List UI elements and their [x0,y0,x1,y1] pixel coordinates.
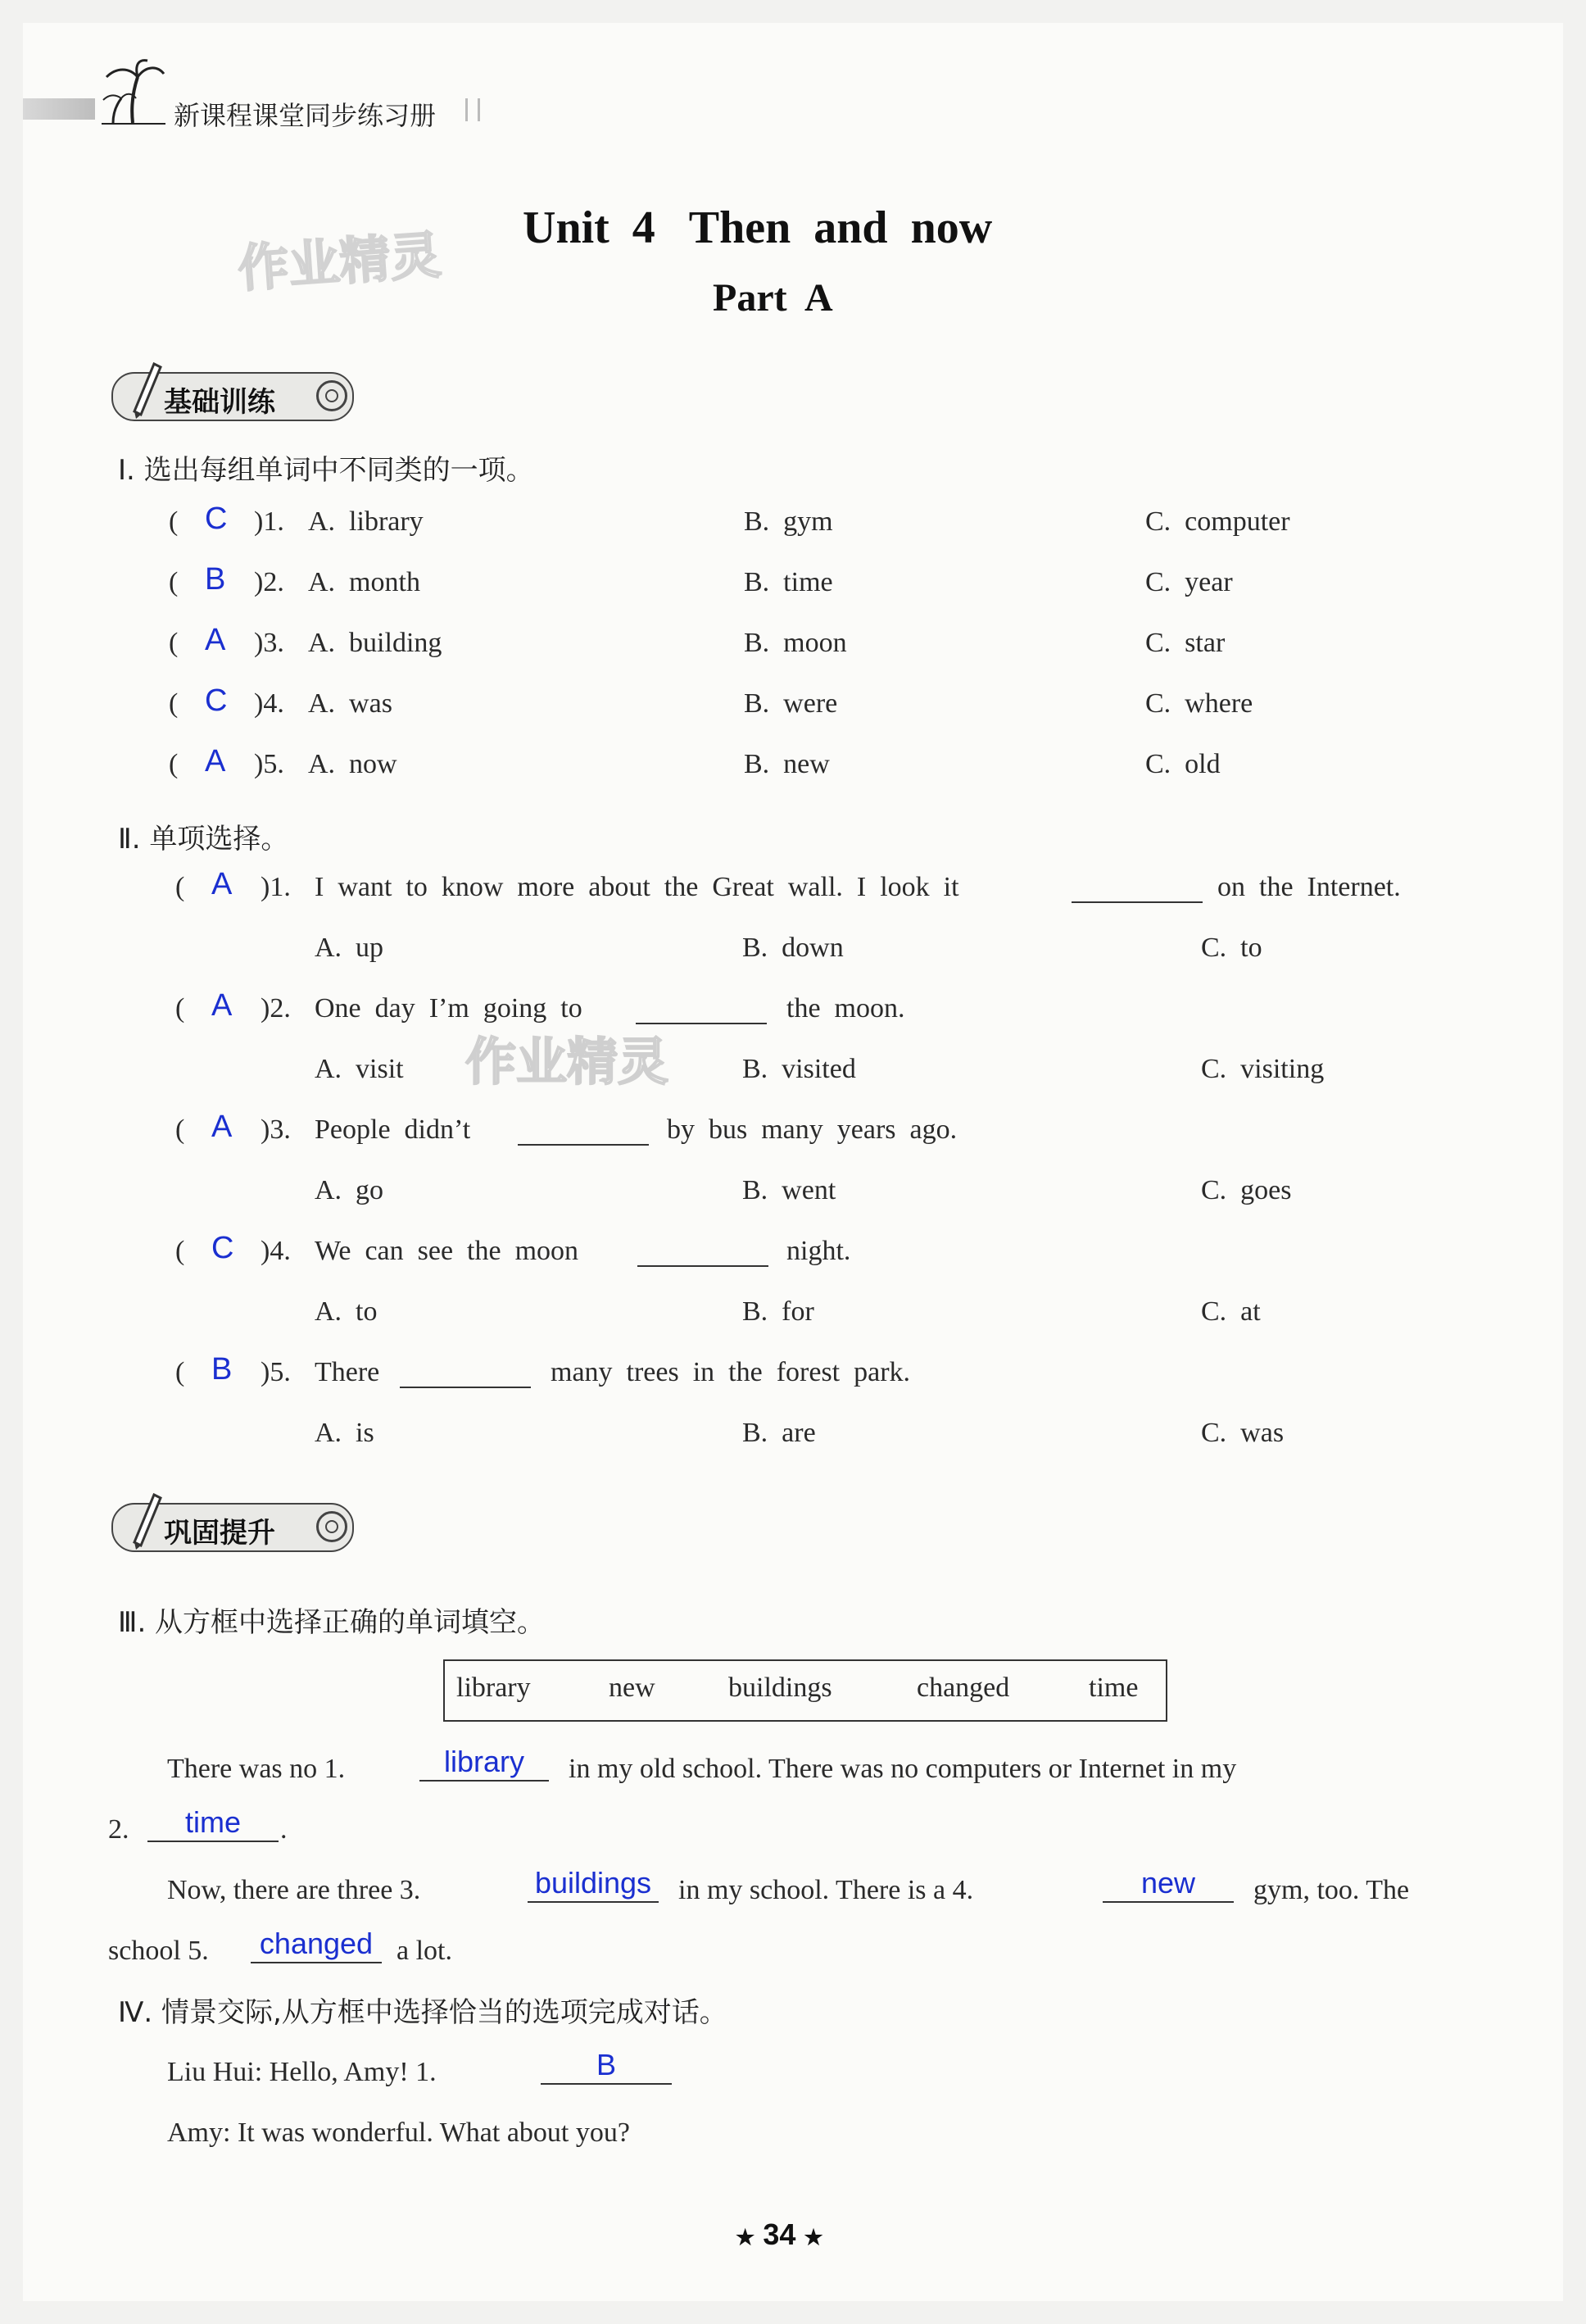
q4-answer-1[interactable]: B [541,2050,672,2085]
question-number: )2. [254,567,284,597]
q1-answer[interactable]: A [205,744,226,778]
question-number: )1. [254,506,284,537]
q4-line: Amy: It was wonderful. What about you? [167,2117,630,2148]
question-stem: We can see the moon [315,1236,579,1266]
part-title: Part A [713,276,833,320]
section-badge-basic [111,372,354,421]
word-box [443,1659,1167,1722]
answer-blank [636,998,767,1024]
q3-answer-2[interactable]: time [147,1808,279,1842]
option-a: A. was [308,688,392,719]
option-a: A. building [308,628,442,658]
option-b: B. were [744,688,838,719]
option-b: B. went [742,1175,836,1205]
option-a: A. to [315,1296,378,1327]
option-b: B. gym [744,506,833,537]
header-bar [23,98,95,120]
q4-line: Liu Hui: Hello, Amy! 1. [167,2057,437,2087]
q1-heading: Ⅰ. 选出每组单词中不同类的一项。 [118,454,534,487]
paren-open: ( [175,1357,185,1387]
option-c: C. old [1145,749,1221,779]
q3-heading: Ⅲ. 从方框中选择正确的单词填空。 [118,1606,546,1639]
q2-answer[interactable]: A [211,988,233,1023]
box-word: buildings [728,1673,832,1703]
q3-text: 2. [108,1814,129,1845]
option-a: A. is [315,1418,374,1448]
q3-text: There was no 1. [167,1754,346,1784]
q3-answer-4[interactable]: new [1103,1868,1234,1903]
box-word: new [609,1673,655,1703]
question-number: )2. [261,993,291,1024]
question-number: )4. [261,1236,291,1266]
q1-answer[interactable]: A [205,623,226,657]
target-icon [316,1511,347,1542]
question-stem: many trees in the forest park. [551,1357,911,1387]
section-title-consolidate: 巩固提升 [164,1517,275,1550]
book-title: 新课程课堂同步练习册 [174,100,437,131]
question-stem: night. [786,1236,851,1266]
header-divider-icon [465,98,480,121]
question-number: )3. [254,628,284,658]
option-c: C. star [1145,628,1226,658]
option-c: C. was [1201,1418,1285,1448]
watermark: 作业精灵 [236,225,443,299]
q2-answer[interactable]: C [211,1231,234,1265]
q1-answer[interactable]: B [205,562,226,597]
paren-open: ( [169,749,179,779]
q2-answer[interactable]: B [211,1352,233,1387]
q2-answer[interactable]: A [211,867,233,901]
option-c: C. where [1145,688,1253,719]
option-c: C. visiting [1201,1054,1325,1084]
star-icon: ★ [736,2225,755,2249]
watermark: 作业精灵 [465,1032,669,1092]
q3-answer-3[interactable]: buildings [528,1868,659,1903]
question-stem: People didn’t [315,1114,471,1145]
option-b: B. moon [744,628,847,658]
page-number-value: 34 [763,2217,796,2251]
question-stem: One day I’m going to [315,993,582,1024]
option-b: B. new [744,749,830,779]
option-a: A. now [308,749,397,779]
option-c: C. goes [1201,1175,1292,1205]
option-b: B. time [744,567,833,597]
paren-open: ( [169,506,179,537]
unit-title: Unit 4 Then and now [523,202,993,253]
option-a: A. up [315,933,384,963]
pencil-icon [129,1493,162,1550]
q3-answer-5[interactable]: changed [251,1929,382,1963]
paren-open: ( [175,1236,185,1266]
target-icon [316,380,347,411]
option-a: A. month [308,567,420,597]
page [23,23,1563,2301]
option-a: A. library [308,506,424,537]
pencil-icon [129,362,162,420]
star-icon: ★ [804,2225,823,2249]
paren-open: ( [175,1114,185,1145]
question-stem: There [315,1357,380,1387]
answer-blank [400,1362,531,1388]
palm-tree-icon [102,59,165,125]
option-a: A. visit [315,1054,404,1084]
question-stem: the moon. [786,993,905,1024]
option-c: C. computer [1145,506,1290,537]
answer-blank [1072,877,1203,903]
option-b: B. down [742,933,844,963]
option-b: B. visited [742,1054,856,1084]
q3-text: in my school. There is a 4. [678,1875,974,1905]
question-number: )5. [254,749,284,779]
page-number [736,2217,823,2252]
paren-open: ( [169,567,179,597]
option-c: C. at [1201,1296,1261,1327]
q2-heading: Ⅱ. 单项选择。 [118,823,289,856]
option-a: A. go [315,1175,384,1205]
box-word: time [1089,1673,1139,1703]
q3-text: school 5. [108,1936,209,1966]
q3-text: a lot. [396,1936,452,1966]
paren-open: ( [169,628,179,658]
paren-open: ( [175,993,185,1024]
q3-answer-1[interactable]: library [419,1747,549,1782]
q1-answer[interactable]: C [205,683,228,718]
box-word: library [456,1673,531,1703]
section-badge-consolidate [111,1503,354,1552]
paren-open: ( [175,872,185,902]
question-stem: on the Internet. [1217,872,1401,902]
question-number: )4. [254,688,284,719]
question-number: )5. [261,1357,291,1387]
option-c: C. to [1201,933,1262,963]
q3-text: . [280,1814,288,1845]
q3-text: in my old school. There was no computers or Internet in my [569,1754,1237,1784]
question-number: )1. [261,872,291,902]
q3-text: gym, too. The [1253,1875,1410,1905]
question-stem: by bus many years ago. [667,1114,958,1145]
answer-blank [637,1241,768,1267]
question-stem: I want to know more about the Great wall. I look it [315,872,959,902]
option-c: C. year [1145,567,1233,597]
box-word: changed [917,1673,1010,1703]
question-number: )3. [261,1114,291,1145]
q3-text: Now, there are three 3. [167,1875,421,1905]
q2-answer[interactable]: A [211,1110,233,1144]
q4-heading: Ⅳ. 情景交际,从方框中选择恰当的选项完成对话。 [118,1996,727,2029]
paren-open: ( [169,688,179,719]
section-title-basic: 基础训练 [164,386,275,419]
option-b: B. for [742,1296,814,1327]
q1-answer[interactable]: C [205,502,228,536]
answer-blank [518,1119,649,1146]
option-b: B. are [742,1418,816,1448]
